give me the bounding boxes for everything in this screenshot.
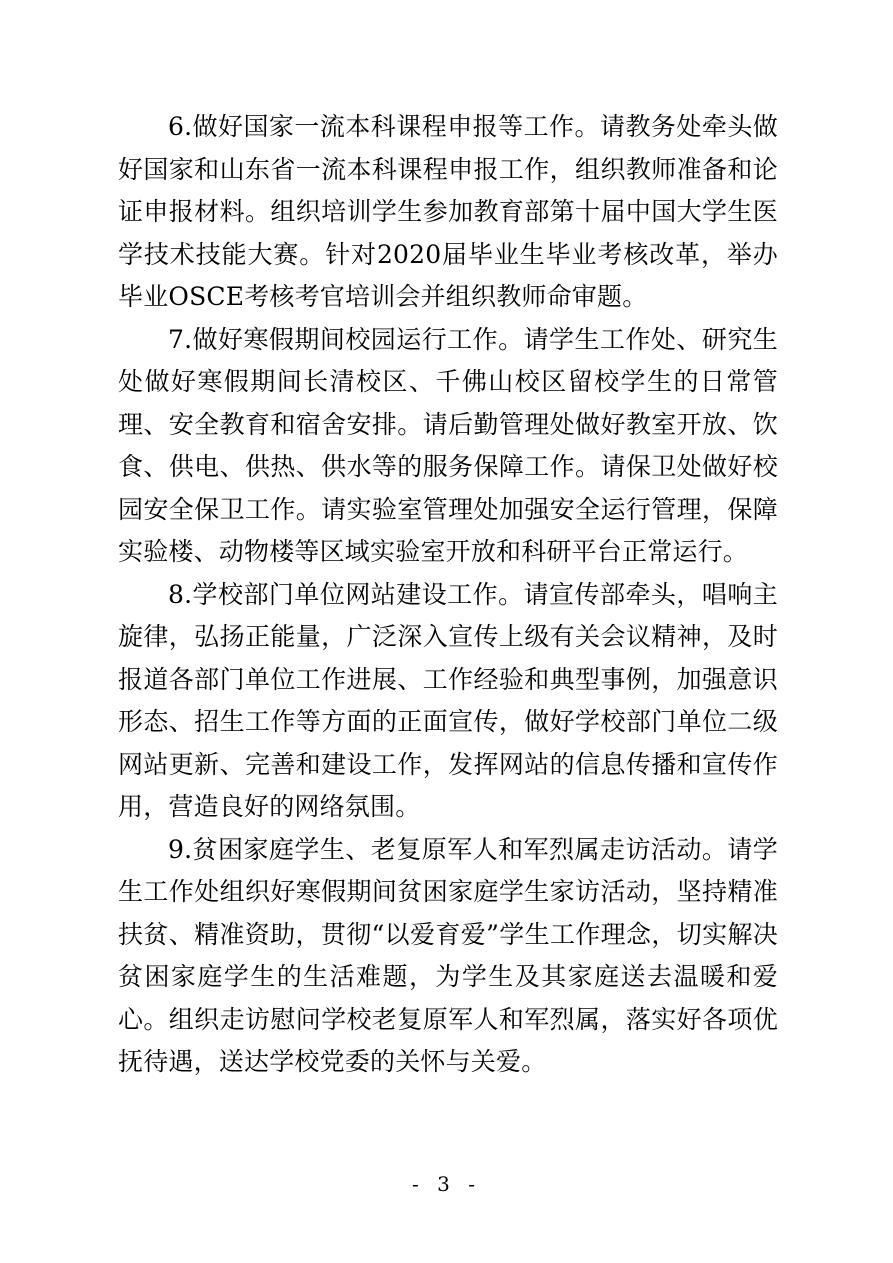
paragraph-item-6: 6.做好国家一流本科课程申报等工作。请教务处牵头做好国家和山东省一流本科课程申报工作，组织教师准备和论证申报材料。组织培训学生参加教育部第十届中国大学生医学技术技能大赛。针对2020届毕业生毕业考核改革，举办毕业OSCE考核考官培训会并组织教师命审题。 — [118, 112, 778, 311]
page-number: - 3 - — [412, 1172, 481, 1196]
paragraph-item-7: 7.做好寒假期间校园运行工作。请学生工作处、研究生处做好寒假期间长清校区、千佛山校区留校学生的日常管理、安全教育和宿舍安排。请后勤管理处做好教室开放、饮食、供电、供热、供水等的服务保障工作。请保卫处做好校园安全保卫工作。请实验室管理处加强安全运行管理，保障实验楼、动物楼等区域实验室开放和科研平台正常运行。 — [118, 324, 778, 566]
paragraph-item-9: 9.贫困家庭学生、老复原军人和军烈属走访活动。请学生工作处组织好寒假期间贫困家庭学生家访活动，坚持精准扶贫、精准资助，贯彻“以爱育爱”学生工作理念，切实解决贫困家庭学生的生活难题，为学生及其家庭送去温暖和爱心。组织走访慰问学校老复原军人和军烈属，落实好各项优抚待遇，送达学校党委的关怀与关爱。 — [118, 834, 778, 1076]
document-body — [118, 106, 778, 1084]
paragraph-item-8: 8.学校部门单位网站建设工作。请宣传部牵头，唱响主旋律，弘扬正能量，广泛深入宣传上级有关会议精神，及时报道各部门单位工作进展、工作经验和典型事例，加强意识形态、招生工作等方面的正面宣传，做好学校部门单位二级网站更新、完善和建设工作，发挥网站的信息传播和宣传作用，营造良好的网络氛围。 — [118, 579, 778, 821]
